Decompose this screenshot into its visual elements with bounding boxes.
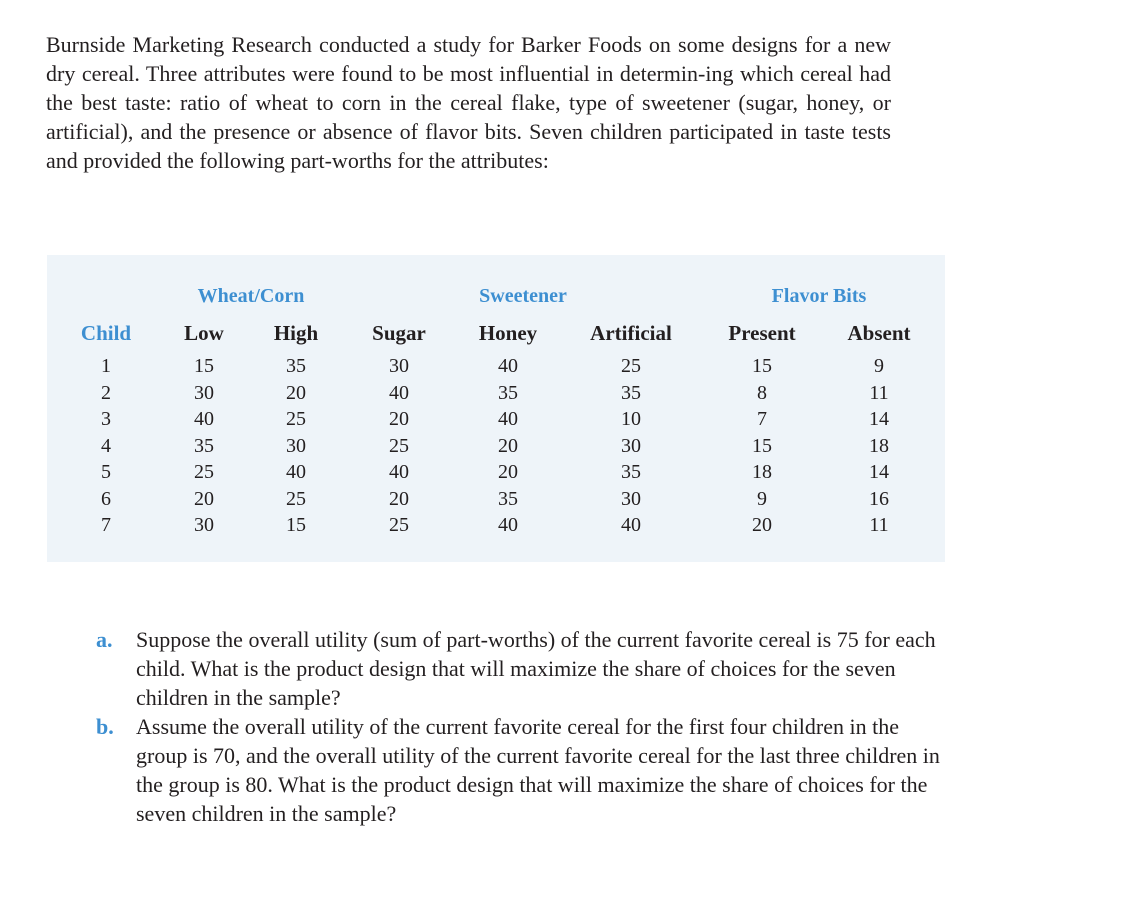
group-header-flavor-bits: Flavor Bits <box>771 285 867 307</box>
cell-artificial: 30 <box>621 434 641 457</box>
cell-child: 4 <box>101 434 111 457</box>
cell-sugar: 25 <box>389 434 409 457</box>
column-header-sugar: Sugar <box>372 321 426 345</box>
cell-low: 30 <box>194 514 214 536</box>
group-header-wheat-corn: Wheat/Corn <box>197 285 305 307</box>
column-header-absent: Absent <box>847 321 911 345</box>
cell-low: 40 <box>194 408 214 430</box>
cell-high: 20 <box>286 381 306 404</box>
cell-artificial: 25 <box>621 355 641 377</box>
cell-low: 25 <box>194 461 214 483</box>
cell-low: 15 <box>194 355 214 377</box>
cell-present: 18 <box>752 461 772 483</box>
cell-child: 7 <box>101 514 111 536</box>
cell-sugar: 20 <box>389 408 409 430</box>
cell-absent: 14 <box>869 461 889 483</box>
cell-sugar: 30 <box>389 355 409 377</box>
cell-low: 20 <box>194 487 214 510</box>
question-a <box>96 625 944 712</box>
cell-absent: 11 <box>869 514 889 536</box>
cell-sugar: 40 <box>389 461 409 483</box>
cell-present: 15 <box>752 355 772 377</box>
cell-high: 25 <box>286 408 306 430</box>
question-label: b. <box>96 714 114 739</box>
cell-low: 30 <box>194 381 214 404</box>
cell-absent: 9 <box>874 355 884 377</box>
intro-paragraph: Burnside Marketing Research conducted a study for Barker Foods on some designs for a new dry cereal. Three attributes were found to be most influential in determin-ing which cereal had the best taste: ratio of wheat to corn in the cereal flake, type of sweetener (sugar, honey, or artificial), and the presence or absence of flavor bits. Seven children participated in taste tests and provided the following part-worths for the attributes: <box>46 32 891 173</box>
cell-artificial: 40 <box>621 514 641 536</box>
cell-present: 7 <box>757 408 767 430</box>
cell-absent: 16 <box>869 487 889 510</box>
cell-child: 6 <box>101 487 111 510</box>
cell-honey: 20 <box>498 434 518 457</box>
cell-child: 2 <box>101 381 111 404</box>
question-b <box>96 712 944 828</box>
cell-child: 1 <box>101 355 111 377</box>
cell-present: 20 <box>752 514 772 536</box>
cell-low: 35 <box>194 434 214 457</box>
cell-present: 15 <box>752 434 772 457</box>
column-header-child: Child <box>80 321 132 345</box>
cell-high: 40 <box>286 461 306 483</box>
cell-high: 15 <box>286 514 306 536</box>
column-header-honey: Honey <box>478 321 538 345</box>
questions-list <box>96 625 944 828</box>
cell-honey: 20 <box>498 461 518 483</box>
cell-artificial: 10 <box>621 408 641 430</box>
question-text: Suppose the overall utility (sum of part-worths) of the current favorite cereal is 75 for each child. What is the product design that will maximize the share of choices for the seven children in the sample? <box>136 627 936 710</box>
cell-high: 25 <box>286 487 306 510</box>
cell-artificial: 30 <box>621 487 641 510</box>
cell-honey: 40 <box>498 355 518 377</box>
cell-sugar: 25 <box>389 514 409 536</box>
cell-artificial: 35 <box>621 461 641 483</box>
cell-artificial: 35 <box>621 381 641 404</box>
cell-honey: 40 <box>498 408 518 430</box>
cell-high: 30 <box>286 434 306 457</box>
column-header-low: Low <box>184 321 224 345</box>
cell-absent: 14 <box>869 408 889 430</box>
cell-absent: 18 <box>869 434 889 457</box>
column-header-present: Present <box>728 321 796 345</box>
group-header-sweetener: Sweetener <box>479 285 567 307</box>
cell-child: 3 <box>101 408 111 430</box>
cell-honey: 35 <box>498 381 518 404</box>
cell-honey: 35 <box>498 487 518 510</box>
cell-high: 35 <box>286 355 306 377</box>
question-label: a. <box>96 627 113 652</box>
cell-child: 5 <box>101 461 111 483</box>
question-text: Assume the overall utility of the current favorite cereal for the first four children in the group is 70, and the overall utility of the current favorite cereal for the last three children in the group is 80. What is the product design that will maximize the share of choices for the seven children in the sample? <box>136 714 940 826</box>
cell-sugar: 20 <box>389 487 409 510</box>
column-header-artificial: Artificial <box>590 321 672 345</box>
cell-honey: 40 <box>498 514 518 536</box>
cell-present: 8 <box>757 381 767 404</box>
cell-sugar: 40 <box>389 381 409 404</box>
column-header-high: High <box>273 321 319 345</box>
cell-absent: 11 <box>869 381 889 404</box>
cell-present: 9 <box>757 487 767 510</box>
